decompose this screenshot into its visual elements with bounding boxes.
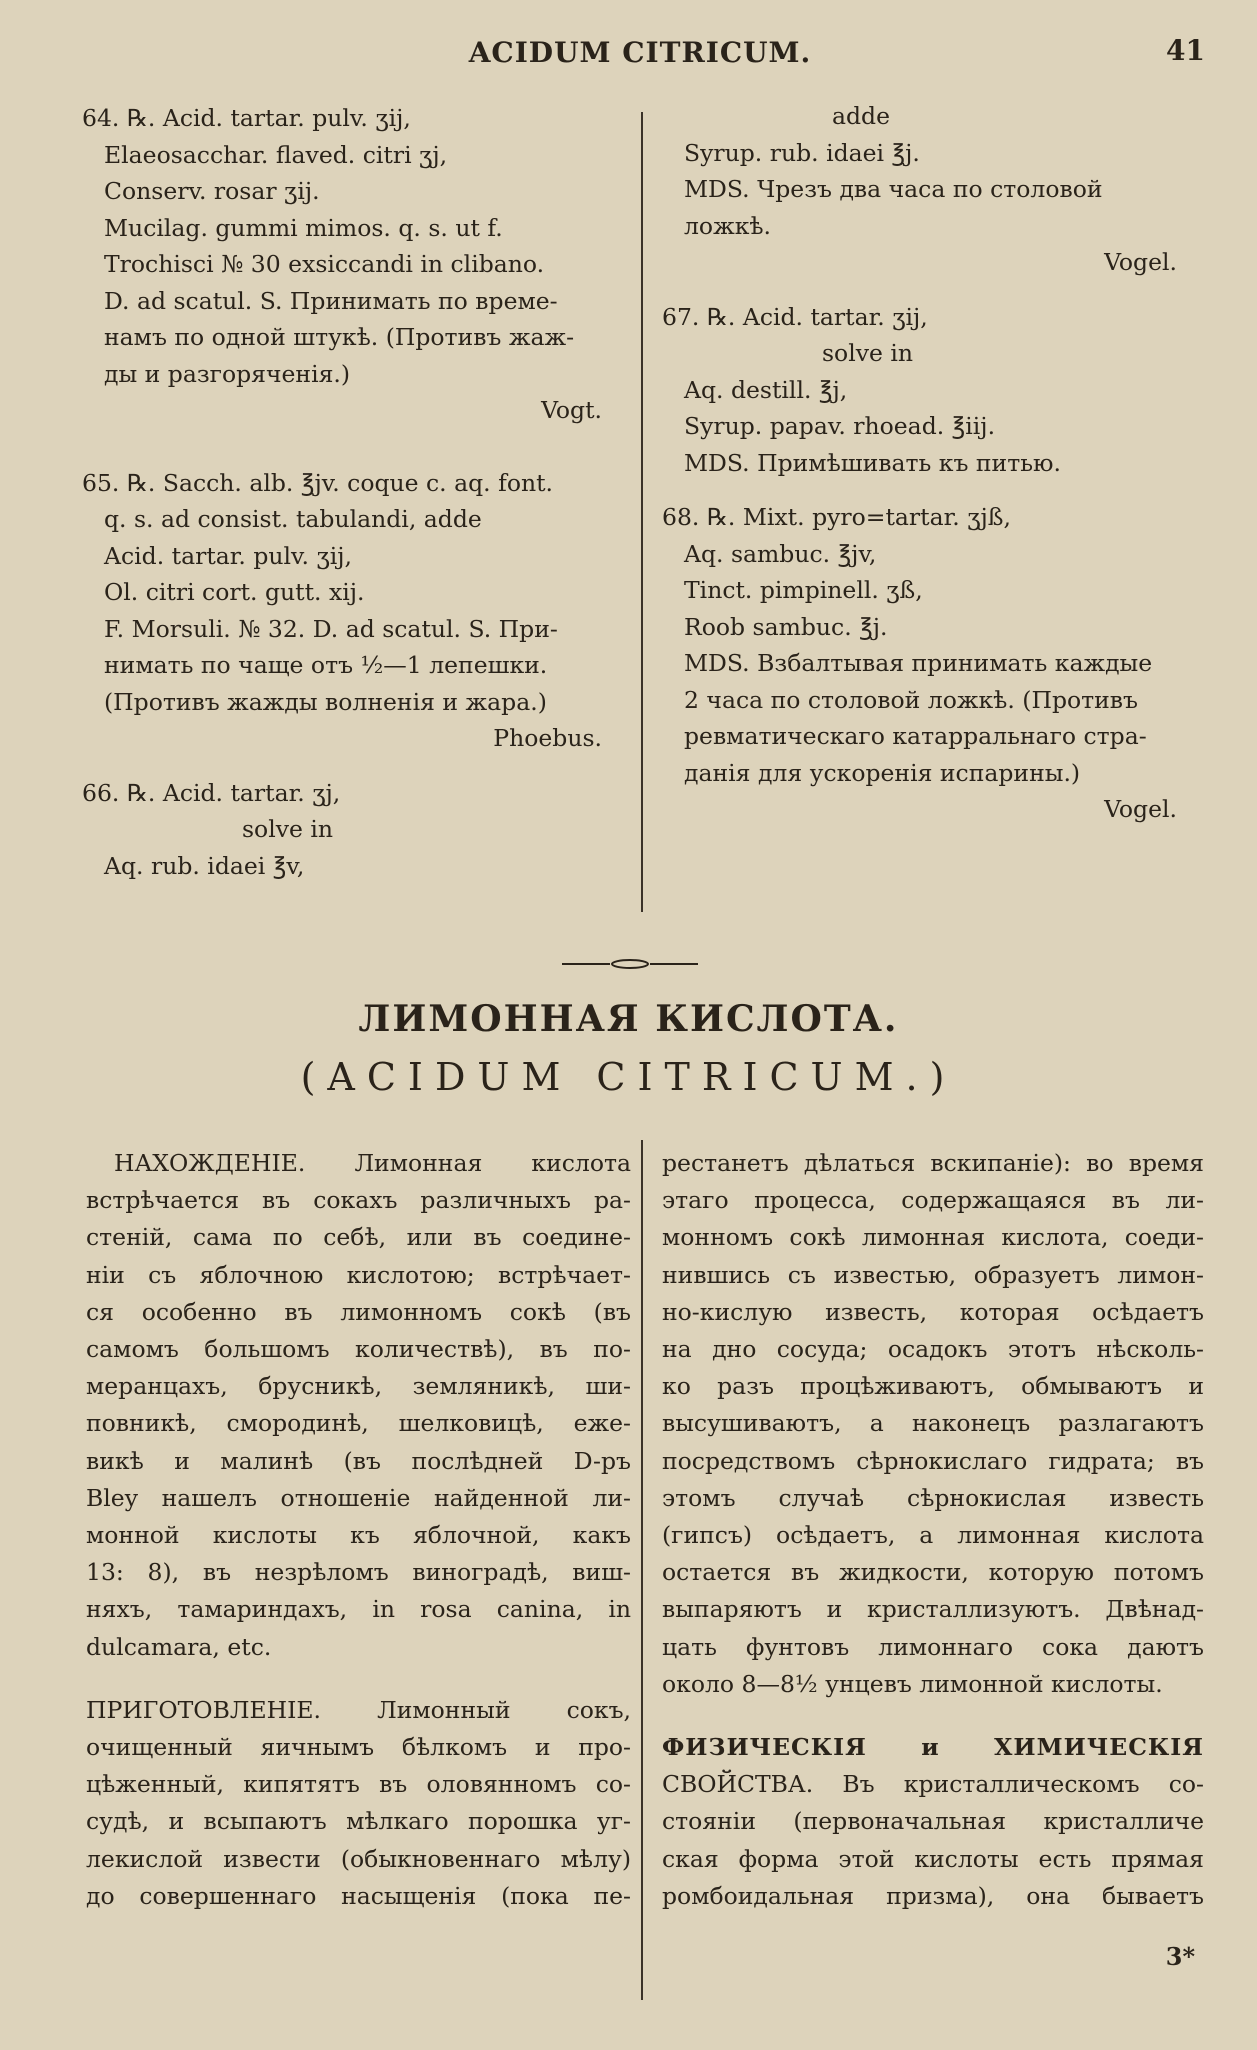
body-line: посредствомъ сѣрнокислаго гидрата; въ — [662, 1446, 1204, 1475]
body-line: ніи съ яблочною кислотою; встрѣчает- — [86, 1260, 631, 1289]
running-header — [0, 30, 1257, 80]
body-line: судѣ, и всыпаютъ мѣлкаго порошка уг- — [86, 1807, 631, 1836]
body-line: няхъ, тамариндахъ, in rosa canina, in — [86, 1595, 631, 1624]
body-line: (гипсъ) осѣдаетъ, а лимонная кислота — [662, 1521, 1204, 1550]
body-line: на дно сосуда; осадокъ этотъ нѣсколь- — [662, 1335, 1204, 1364]
body-line: до совершеннаго насыщенія (пока пе- — [86, 1881, 631, 1910]
recipe-line: (Противъ жажды волненія и жара.) — [104, 687, 547, 716]
body-line: ко разъ процѣживаютъ, обмываютъ и — [662, 1372, 1204, 1401]
body-line: Bley нашелъ отношеніе найденной ли- — [86, 1483, 631, 1512]
body-line: стояніи (первоначальная кристалличе — [662, 1807, 1204, 1836]
body-line: монной кислоты къ яблочной, какъ — [86, 1521, 631, 1550]
recipe-line: adde — [832, 102, 891, 130]
body-line: ромбоидальная призма), она бываетъ — [662, 1881, 1204, 1910]
recipe-author: Vogt. — [541, 396, 602, 424]
recipe-line: MDS. Примѣшивать къ питью. — [684, 448, 1061, 477]
recipe-line: F. Morsuli. № 32. D. ad scatul. S. При- — [104, 614, 558, 643]
body-line: рестанетъ дѣлаться вскипаніе): во время — [662, 1149, 1204, 1177]
recipe-line: Conserv. rosar ʒij. — [104, 177, 320, 205]
heading-location: НАХОЖДЕНІЕ. Лимонная кислота — [114, 1149, 631, 1177]
body-line: очищенный яичнымъ бѣлкомъ и про- — [86, 1733, 631, 1762]
recipe-line: ды и разгоряченія.) — [104, 359, 351, 388]
body-line: СВОЙСТВА. Въ кристаллическомъ со- — [662, 1770, 1204, 1799]
body-line: остается въ жидкости, которую потомъ — [662, 1558, 1204, 1587]
recipe-65-line: 65. ℞. Sacch. alb. ℥jv. coque c. aq. font. — [82, 468, 554, 497]
recipe-line: намъ по одной штукѣ. (Противъ жаж- — [104, 323, 575, 351]
recipe-line: Syrup. papav. rhoead. ℥iij. — [684, 412, 996, 440]
recipe-line: solve in — [822, 339, 914, 367]
body-right-column — [662, 1145, 1204, 1915]
recipe-line: Aq. sambuc. ℥jv, — [684, 539, 877, 568]
recipe-line: Elaeosacchar. flaved. citri ʒj, — [104, 140, 448, 169]
body-line: но-кислую известь, которая осѣдаетъ — [662, 1297, 1204, 1326]
recipe-line: D. ad scatul. S. Принимать по време- — [104, 286, 558, 315]
recipe-line: MDS. Чрезъ два часа по столовой — [684, 175, 1103, 203]
body-line: этаго процесса, содержащаяся въ ли- — [662, 1186, 1204, 1215]
body-line: ПРИГОТОВЛЕНІЕ. Лимонный сокъ, — [86, 1695, 631, 1724]
body-line: цѣженный, кипятятъ въ оловянномъ со- — [86, 1770, 631, 1799]
recipe-line: MDS. Взбалтывая принимать каждые — [684, 649, 1153, 677]
recipe-line: данія для ускоренія испарины.) — [684, 758, 1081, 787]
recipe-line: Ol. citri cort. gutt. xij. — [104, 578, 365, 606]
body-line: этомъ случаѣ сѣрнокислая известь — [662, 1483, 1204, 1512]
body-line: меранцахъ, брусникѣ, земляникѣ, ши- — [86, 1372, 631, 1401]
body-line: цать фунтовъ лимоннаго сока даютъ — [662, 1632, 1204, 1661]
recipe-64-line: 64. ℞. Acid. tartar. pulv. ʒij, — [82, 104, 411, 132]
recipe-line: нимать по чаще отъ ½—1 лепешки. — [104, 651, 548, 679]
body-line: нившись съ известью, образуетъ лимон- — [662, 1260, 1204, 1289]
body-line: лекислой извести (обыкновеннаго мѣлу) — [86, 1844, 631, 1873]
recipe-line: Mucilag. gummi mimos. q. s. ut f. — [104, 213, 503, 242]
body-line: встрѣчается въ сокахъ различныхъ ра- — [86, 1186, 631, 1215]
body-line: около 8—8½ унцевъ лимонной кислоты. — [662, 1669, 1163, 1698]
section-subtitle: (ACIDUM CITRICUM.) — [300, 1055, 957, 1099]
column-divider — [641, 1140, 643, 2000]
recipe-line: ложкѣ. — [684, 211, 772, 240]
body-line: ФИЗИЧЕСКІЯ и ХИМИЧЕСКІЯ — [662, 1733, 1204, 1762]
recipe-author: Vogel. — [1104, 248, 1177, 276]
page-number: 41 — [1166, 34, 1205, 67]
recipe-line: Aq. rub. idaei ℥v, — [104, 851, 305, 880]
body-line: стеній, сама по себѣ, или въ соедине- — [86, 1223, 631, 1252]
recipe-line: Aq. destill. ℥j, — [684, 375, 848, 404]
recipe-68-line: 68. ℞. Mixt. pyro=tartar. ʒjß, — [662, 503, 1011, 531]
recipe-line: q. s. ad consist. tabulandi, adde — [104, 505, 482, 533]
recipe-line: Acid. tartar. pulv. ʒij, — [104, 541, 353, 570]
body-line: ся особенно въ лимонномъ сокѣ (въ — [86, 1297, 631, 1326]
recipe-line: Roob sambuc. ℥j. — [684, 612, 888, 641]
body-line: монномъ сокѣ лимонная кислота, соеди- — [662, 1223, 1204, 1252]
recipes-left-column — [82, 100, 632, 884]
body-line: 13: 8), въ незрѣломъ виноградѣ, виш- — [86, 1558, 631, 1587]
column-divider — [641, 112, 643, 912]
body-line: высушиваютъ, а наконецъ разлагаютъ — [662, 1409, 1204, 1438]
recipe-line: ревматическаго катарральнаго стра- — [684, 722, 1147, 750]
recipes-right-column — [662, 98, 1207, 828]
body-left-column — [86, 1145, 631, 1915]
recipe-66-line: 66. ℞. Acid. tartar. ʒj, — [82, 778, 341, 807]
recipe-line: 2 часа по столовой ложкѣ. (Противъ — [684, 685, 1138, 714]
running-title: ACIDUM CITRICUM. — [468, 36, 812, 69]
recipe-line: Trochisci № 30 exsiccandi in clibano. — [104, 250, 545, 278]
recipe-line: solve in — [242, 815, 334, 843]
signature-mark: 3* — [1165, 1942, 1195, 1971]
body-line: ская форма этой кислоты есть прямая — [662, 1844, 1204, 1873]
body-line: dulcamara, etc. — [86, 1632, 272, 1661]
recipe-author: Phoebus. — [493, 724, 602, 752]
ornament-divider — [560, 958, 700, 970]
recipe-line: Tinct. pimpinell. ʒß, — [684, 576, 923, 604]
recipe-author: Vogel. — [1104, 795, 1177, 823]
body-line — [86, 1145, 631, 1182]
body-line: самомъ большомъ количествѣ), въ по- — [86, 1335, 631, 1364]
recipe-line: Syrup. rub. idaei ℥j. — [684, 138, 920, 167]
body-line: повникѣ, смородинѣ, шелковицѣ, еже- — [86, 1409, 631, 1438]
body-line: выпаряютъ и кристаллизуютъ. Двѣнад- — [662, 1595, 1204, 1624]
section-title: ЛИМОННАЯ КИСЛОТА. — [358, 998, 899, 1040]
body-line: викѣ и малинѣ (въ послѣдней D-ръ — [86, 1446, 631, 1475]
recipe-67-line: 67. ℞. Acid. tartar. ʒij, — [662, 302, 928, 331]
